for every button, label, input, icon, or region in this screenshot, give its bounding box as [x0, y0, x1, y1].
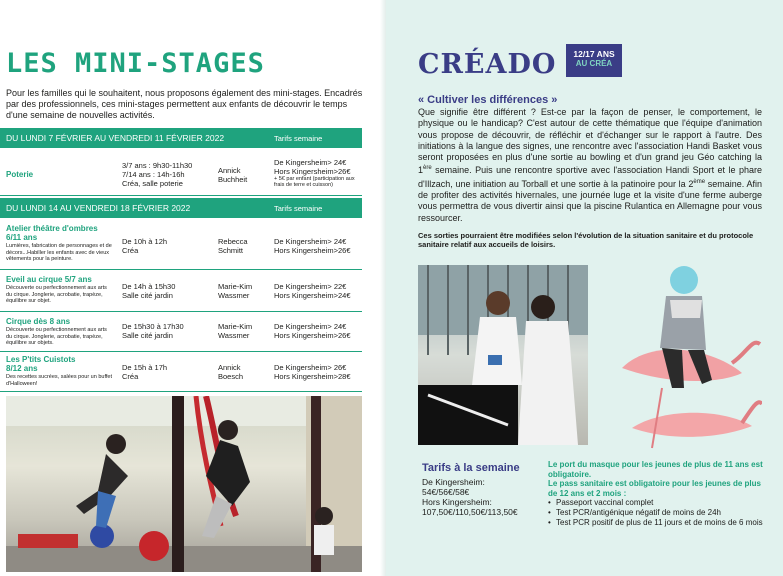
activity-price	[274, 282, 351, 300]
schedule-line: Créa, salle poterie	[122, 179, 183, 188]
list-item: • Test PCR positif de plus de 11 jours et de moins de 6 mois	[548, 518, 764, 528]
price-line: De Kingersheim> 24€	[274, 237, 347, 246]
week1-band	[0, 128, 362, 148]
activity-schedule	[122, 322, 184, 340]
price-line: De Kingersheim> 24€	[274, 158, 347, 167]
activity-age: 6/11 ans	[6, 233, 38, 242]
flamingo-illustration	[612, 258, 762, 458]
circus-photo	[6, 396, 362, 572]
circus-photo-illustration	[6, 396, 362, 572]
page-title-creado: CRÉADO	[418, 49, 557, 80]
schedule-line: 3/7 ans : 9h30-11h30	[122, 161, 193, 170]
activity-teacher	[218, 237, 248, 255]
teacher-line: Annick	[218, 166, 241, 175]
week1-tarif-header: Tarifs semaine	[274, 133, 323, 143]
sanitary-note: Ces sorties pourraient être modifiées selon l'évolution de la situation sanitaire et du protocole sanitaire relatif aux accueils de loisirs.	[418, 231, 754, 249]
teacher-line: Wassmer	[218, 331, 250, 340]
activity-info	[6, 317, 114, 347]
activity-desc: Lumières, fabrication de personnages et de décors...Habiller les enfants avec de vieux vêtements pour la peinture.	[6, 243, 112, 262]
activity-row-cirque	[0, 314, 362, 352]
badge-location: AU CRÉA	[575, 59, 613, 68]
activity-teacher	[218, 322, 252, 340]
price-note: + 5€ par enfant (participation aux frais de terre et cuisson)	[274, 176, 355, 188]
body-text	[418, 107, 762, 224]
intro-text: Pour les familles qui le souhaitent, nous proposons également des mini-stages. Encadrés par des professionnels, ces mini-stages permettent aux enfants de découvrir le temps d'une semaine de nouvelles activités.	[6, 88, 363, 120]
price-line: Hors Kingersheim>26€	[274, 167, 351, 176]
activity-schedule	[122, 237, 167, 255]
activity-schedule	[122, 363, 167, 381]
activity-desc: Des recettes sucrées, salées pour un buffet d'Halloween!	[6, 374, 112, 387]
activity-desc: Découverte ou perfectionnement aux arts du cirque. Jonglerie, acrobatie, trapèze, équilibre sur objet.	[6, 285, 107, 304]
activity-teacher	[218, 166, 247, 184]
activity-teacher	[218, 282, 252, 300]
activity-desc: Découverte ou perfectionnement aux arts du cirque. Jonglerie, acrobatie, trapèze, équilibre sur objets.	[6, 327, 107, 346]
body-part: semaine. Puis une rencontre sportive avec l'association Handi Sport et le phare d'Illzach, une initiation au Torball et une sortie à la patinoire pour la 2	[418, 165, 762, 189]
activity-name: Les P'tits Cuistots	[6, 355, 76, 364]
teacher-line: Rebecca	[218, 237, 248, 246]
schedule-line: De 10h à 12h	[122, 237, 168, 246]
teacher-line: Buchheit	[218, 175, 248, 184]
tarifs-list	[422, 477, 518, 517]
tarif-line: De Kingersheim:	[422, 477, 485, 487]
price-line: Hors Kingersheim>26€	[274, 331, 351, 340]
mask-requirement: Le port du masque pour les jeunes de plus de 11 ans est obligatoire.	[548, 460, 763, 479]
teacher-line: Annick	[218, 363, 241, 372]
tarif-line: 107,50€/110,50€/113,50€	[422, 507, 518, 517]
pass-options-list	[548, 498, 764, 527]
activity-name: Atelier théâtre d'ombres	[6, 224, 98, 233]
schedule-line: Créa	[122, 246, 139, 255]
activity-age: 8/12 ans	[6, 364, 38, 373]
price-line: Hors Kingersheim>26€	[274, 246, 351, 255]
section-title: « Cultiver les différences »	[418, 94, 558, 106]
tarifs-title: Tarifs à la semaine	[422, 462, 520, 474]
tarif-line: 54€/56€/58€	[422, 487, 470, 497]
price-line: Hors Kingersheim>24€	[274, 291, 351, 300]
right-page	[386, 0, 783, 576]
price-line: De Kingersheim> 26€	[274, 363, 347, 372]
week1-dates: DU LUNDI 7 FÉVRIER AU VENDREDI 11 FÉVRIER 2022	[6, 133, 225, 143]
painting-photo	[418, 265, 588, 445]
activity-price	[274, 237, 351, 255]
body-sup: ère	[423, 165, 432, 172]
teacher-line: Boesch	[218, 372, 244, 381]
flamingo-boy-icon	[612, 258, 762, 458]
activity-name: Cirque dès 8 ans	[6, 317, 71, 326]
price-line: Hors Kingersheim>28€	[274, 372, 351, 381]
activity-info	[6, 275, 114, 305]
activity-row-theatre	[0, 220, 362, 270]
teacher-line: Schmitt	[218, 246, 244, 255]
activity-name: Poterie	[6, 170, 34, 179]
activity-schedule	[122, 161, 192, 188]
week2-dates: DU LUNDI 14 AU VENDREDI 18 FÉVRIER 2022	[6, 203, 191, 213]
week2-tarif-header: Tarifs semaine	[274, 203, 323, 213]
activity-row-eveil-cirque	[0, 272, 362, 312]
body-part: Que signifie être différent ? Est-ce par la façon de penser, le comportement, le physique ou le handicap? C'est autour de cette thématique que l'équipe d'animation vous propose de découvrir, de réfléchir et d'échanger sur le rapport à l'autre. Des initiations à la langue des signes, une rencontre avec l'association Handi Basket vous seront proposées en plus d'une sortie au bowling et d'un grand jeu Géo catching la 1	[418, 107, 762, 176]
activity-row-cuistots	[0, 354, 362, 392]
teacher-line: Marie-Kim	[218, 282, 253, 291]
age-badge	[566, 44, 622, 77]
health-requirements	[548, 460, 764, 527]
activity-name: Eveil au cirque 5/7 ans	[6, 275, 92, 284]
page-title-mini-stages: LES MINI-STAGES	[6, 48, 265, 79]
activity-teacher	[218, 363, 243, 381]
activity-schedule	[122, 282, 175, 300]
schedule-line: Salle cité jardin	[122, 291, 173, 300]
tarif-line: Hors Kingersheim:	[422, 497, 492, 507]
left-page	[0, 0, 386, 576]
schedule-line: 7/14 ans : 14h-16h	[122, 170, 185, 179]
body-sup: ème	[693, 178, 706, 185]
list-item: • Passeport vaccinal complet	[548, 498, 764, 508]
teacher-line: Marie-Kim	[218, 322, 253, 331]
pass-requirement: Le pass sanitaire est obligatoire pour les jeunes de plus de 12 ans et 2 mois :	[548, 479, 761, 498]
painting-photo-illustration	[418, 265, 588, 445]
body-part: semaine. Afin de profiter des activités hivernales, une journée luge et la visite d'une ferme auberge vous permettra de vous divertir ainsi que la piscine Rulantica en Allemagne pour vous ressourcer.	[418, 178, 763, 223]
schedule-line: De 15h30 à 17h30	[122, 322, 184, 331]
activity-price	[274, 322, 351, 340]
activity-price	[274, 363, 351, 381]
price-line: De Kingersheim> 22€	[274, 282, 347, 291]
list-item: • Test PCR/antigénique négatif de moins de 24h	[548, 508, 764, 518]
activity-price	[274, 158, 360, 188]
price-line: De Kingersheim> 24€	[274, 322, 347, 331]
badge-age: 12/17 ANS	[573, 49, 615, 59]
schedule-line: De 15h à 17h	[122, 363, 168, 372]
activity-row-poterie	[0, 150, 362, 196]
schedule-line: Salle cité jardin	[122, 331, 173, 340]
schedule-line: De 14h à 15h30	[122, 282, 176, 291]
week2-band	[0, 198, 362, 218]
activity-info	[6, 355, 114, 387]
teacher-line: Wassmer	[218, 291, 250, 300]
schedule-line: Créa	[122, 372, 139, 381]
activity-info	[6, 224, 114, 263]
